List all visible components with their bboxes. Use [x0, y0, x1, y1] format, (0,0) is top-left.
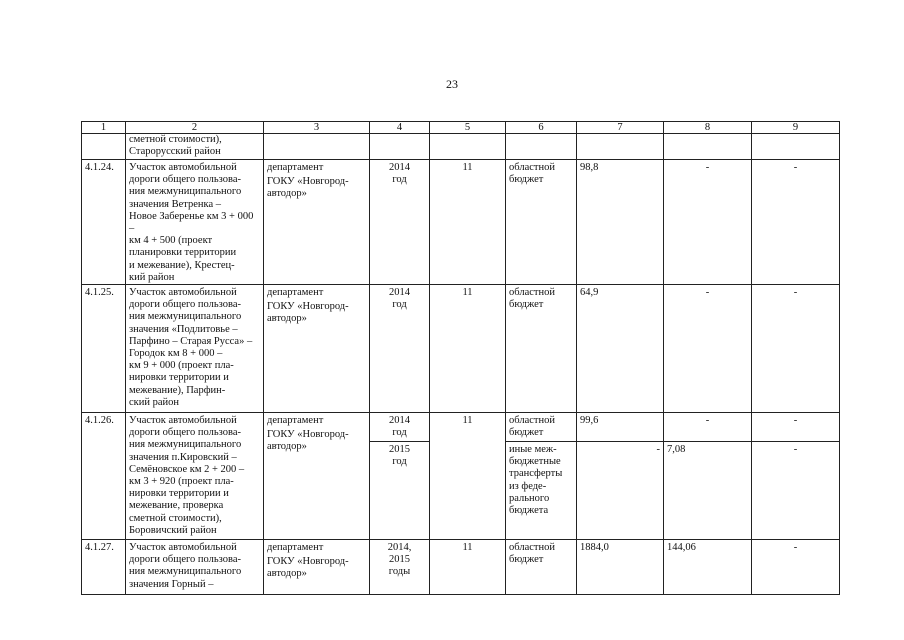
- row-col8: 7,08: [664, 442, 752, 540]
- row-col7: 98,8: [577, 160, 664, 285]
- row-year: 2014 год: [370, 413, 430, 442]
- row-executor: [264, 540, 370, 595]
- row-col9: -: [752, 540, 840, 595]
- row-col5: 11: [430, 160, 506, 285]
- table-row-continuation: [82, 134, 840, 160]
- row-col7: 1884,0: [577, 540, 664, 595]
- row-id: 4.1.24.: [82, 160, 126, 285]
- executor-gku: ГОКУ «Новгород- автодор»: [267, 556, 349, 580]
- header-cell-5: 5: [430, 122, 506, 134]
- row-source: областной бюджет: [506, 285, 577, 413]
- program-table: [81, 121, 840, 595]
- header-cell-6: 6: [506, 122, 577, 134]
- row-source: областной бюджет: [506, 540, 577, 595]
- executor-department: департамент: [267, 542, 324, 554]
- table-row: [82, 285, 840, 413]
- header-cell-7: 7: [577, 122, 664, 134]
- row-col9: -: [752, 442, 840, 540]
- row-id: 4.1.27.: [82, 540, 126, 595]
- continuation-description: сметной стоимости), Старорусский район: [126, 134, 264, 160]
- row-executor: [264, 413, 370, 540]
- row-description: Участок автомобильной дороги общего пользова- ния межмуниципального значения Горный –: [126, 540, 264, 595]
- header-cell-1: 1: [82, 122, 126, 134]
- executor-department: департамент: [267, 162, 324, 173]
- row-col8: 144,06: [664, 540, 752, 595]
- header-cell-9: 9: [752, 122, 840, 134]
- row-col7: -: [577, 442, 664, 540]
- header-cell-4: 4: [370, 122, 430, 134]
- row-col5: 11: [430, 413, 506, 540]
- row-id: 4.1.25.: [82, 285, 126, 413]
- executor-department: департамент: [267, 415, 324, 427]
- header-cell-8: 8: [664, 122, 752, 134]
- row-col5: 11: [430, 540, 506, 595]
- table-row: [82, 413, 840, 442]
- row-year: 2014, 2015 годы: [370, 540, 430, 595]
- header-cell-2: 2: [126, 122, 264, 134]
- executor-gku: ГОКУ «Новгород- автодор»: [267, 301, 349, 325]
- row-source: иные меж- бюджетные трансферты из феде- рального бюджета: [506, 442, 577, 540]
- row-description: Участок автомобильной дороги общего пользова- ния межмуниципального значения Ветренка – Новое Заберенье км 3 + 000 – км 4 + 500 (проект планировки территории и межевание), Крестец- кий район: [126, 160, 264, 285]
- row-col8: -: [664, 413, 752, 442]
- row-col7: 99,6: [577, 413, 664, 442]
- executor-department: департамент: [267, 287, 324, 299]
- row-col8: -: [664, 160, 752, 285]
- row-description: Участок автомобильной дороги общего пользова- ния межмуниципального значения п.Кировский – Семёновское км 2 + 200 – км 3 + 920 (проект пла- нировки территории и межевание, проверка сметной стоимости), Боровичский район: [126, 413, 264, 540]
- row-col9: -: [752, 285, 840, 413]
- table-row: [82, 160, 840, 285]
- executor-gku: ГОКУ «Новгород- автодор»: [267, 176, 349, 200]
- row-id: 4.1.26.: [82, 413, 126, 540]
- row-source: областной бюджет: [506, 413, 577, 442]
- row-col7: 64,9: [577, 285, 664, 413]
- page-number: 23: [446, 77, 458, 91]
- row-year: 2014 год: [370, 285, 430, 413]
- row-executor: [264, 160, 370, 285]
- row-col8: -: [664, 285, 752, 413]
- row-col9: -: [752, 413, 840, 442]
- row-col9: -: [752, 160, 840, 285]
- row-year: 2015 год: [370, 442, 430, 540]
- executor-gku: ГОКУ «Новгород- автодор»: [267, 429, 349, 453]
- row-col5: 11: [430, 285, 506, 413]
- row-description: Участок автомобильной дороги общего пользова- ния межмуниципального значения «Подлитовье – Парфино – Старая Русса» – Городок км 8 + 000 – км 9 + 000 (проект пла- нировки территории и межевание), Парфин- ский район: [126, 285, 264, 413]
- row-source: областной бюджет: [506, 160, 577, 285]
- row-year: 2014 год: [370, 160, 430, 285]
- table-row: [82, 540, 840, 595]
- header-row: [82, 122, 840, 134]
- row-executor: [264, 285, 370, 413]
- header-cell-3: 3: [264, 122, 370, 134]
